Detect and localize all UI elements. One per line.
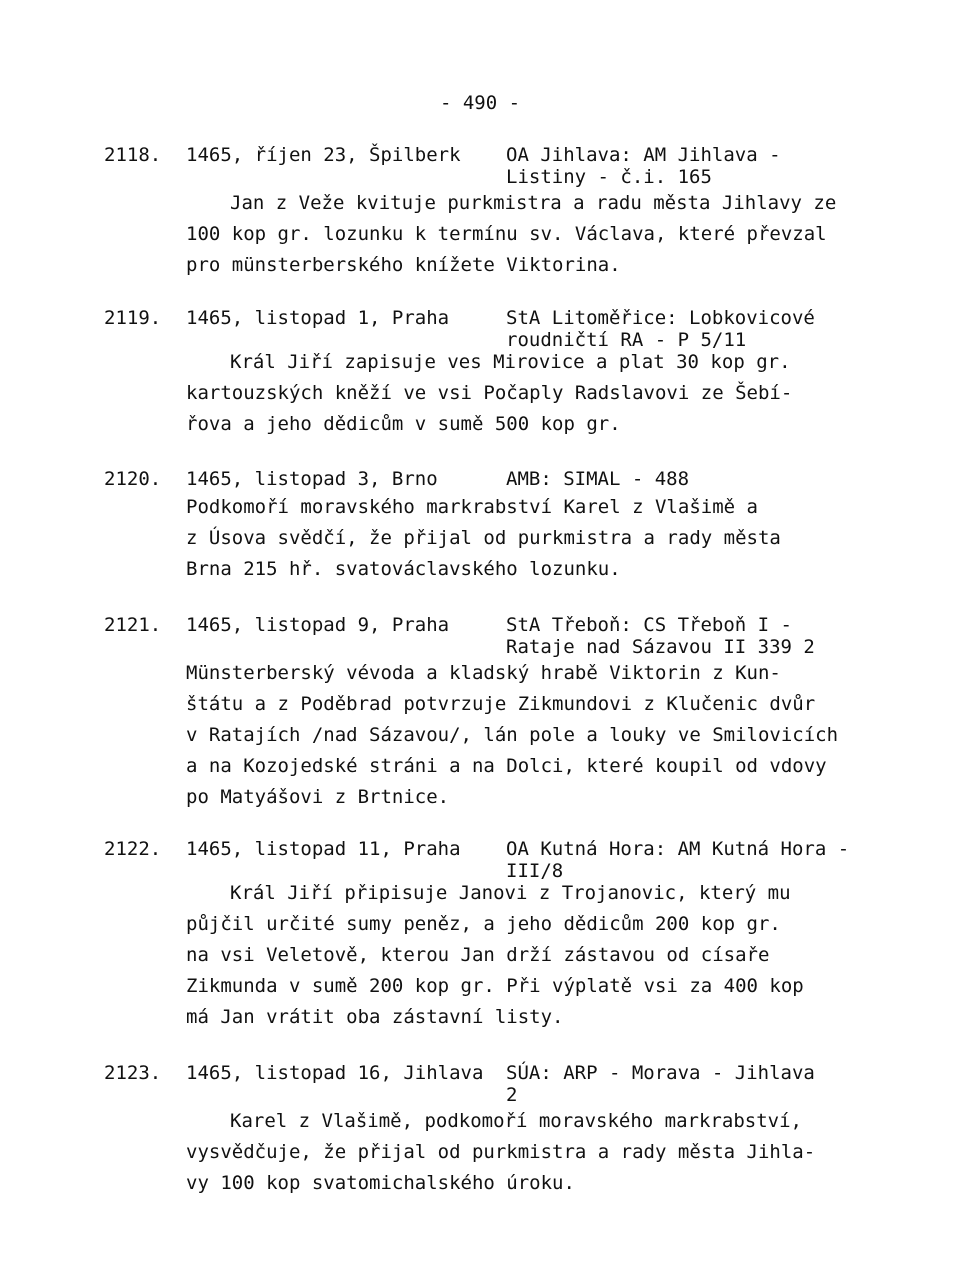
text-line: 100 kop gr. lozunku k termínu sv. Václava, které převzal — [186, 223, 827, 245]
source-line: StA Litoměřice: Lobkovicové — [506, 307, 815, 329]
entry-text — [186, 492, 886, 585]
entry-text — [186, 878, 886, 1033]
text-line: kartouzských kněží ve vsi Počaply Radslavovi ze Šebí- — [186, 382, 793, 404]
text-line: z Úsova svědčí, že přijal od purkmistra a rady města — [186, 527, 781, 549]
entry-number: 2120. — [104, 468, 162, 490]
text-line: řova a jeho dědicům v sumě 500 kop gr. — [186, 413, 621, 435]
text-line: Zikmunda v sumě 200 kop gr. Při výplatě vsi za 400 kop — [186, 975, 804, 997]
text-line: Král Jiří připisuje Janovi z Trojanovic, který mu — [230, 882, 791, 904]
page-number: - 490 - — [439, 92, 521, 114]
entry-date-place: 1465, listopad 1, Praha — [186, 307, 450, 329]
text-line: a na Kozojedské stráni a na Dolci, které koupil od vdovy — [186, 755, 827, 777]
entry-source — [506, 144, 781, 188]
text-line: má Jan vrátit oba zástavní listy. — [186, 1006, 564, 1028]
source-line: III/8 — [506, 860, 564, 882]
entry-source — [506, 1062, 815, 1106]
entry-number: 2119. — [104, 307, 162, 329]
entry-text — [186, 188, 886, 281]
source-line: StA Třeboň: CS Třeboň I - — [506, 614, 792, 636]
entry-source — [506, 838, 849, 882]
source-line: SÚA: ARP - Morava - Jihlava — [506, 1062, 815, 1084]
source-line: 2 — [506, 1084, 518, 1106]
text-line: vy 100 kop svatomichalského úroku. — [186, 1172, 575, 1194]
text-line: Král Jiří zapisuje ves Mirovice a plat 30 kop gr. — [230, 351, 791, 373]
entry-date-place: 1465, říjen 23, Špilberk — [186, 144, 461, 166]
text-line: Jan z Veže kvituje purkmistra a radu města Jihlavy ze — [230, 192, 837, 214]
text-line: Podkomoří moravského markrabství Karel z Vlašimě a — [186, 496, 758, 518]
text-line: půjčil určité sumy peněz, a jeho dědicům 200 kop gr. — [186, 913, 781, 935]
entry-number: 2121. — [104, 614, 162, 636]
text-line: Münsterberský vévoda a kladský hrabě Viktorin z Kun- — [186, 662, 781, 684]
text-line: vysvědčuje, že přijal od purkmistra a rady města Jihla- — [186, 1141, 816, 1163]
source-line: AMB: SIMAL - 488 — [506, 468, 690, 490]
entry-date-place: 1465, listopad 16, Jihlava — [186, 1062, 484, 1084]
entry-number: 2118. — [104, 144, 162, 166]
text-line: po Matyášovi z Brtnice. — [186, 786, 450, 808]
entry-source — [506, 614, 815, 658]
source-line: roudničtí RA - P 5/11 — [506, 329, 747, 351]
text-line: na vsi Veletově, kterou Jan drží zástavou od císaře — [186, 944, 770, 966]
entry-source — [506, 307, 815, 351]
source-line: Rataje nad Sázavou II 339 2 — [506, 636, 815, 658]
source-line: Listiny - č.i. 165 — [506, 166, 712, 188]
text-line: štátu a z Poděbrad potvrzuje Zikmundovi z Klučenic dvůr — [186, 693, 816, 715]
source-line: OA Jihlava: AM Jihlava - — [506, 144, 781, 166]
entry-date-place: 1465, listopad 3, Brno — [186, 468, 438, 490]
entry-date-place: 1465, listopad 9, Praha — [186, 614, 450, 636]
entry-text — [186, 347, 886, 440]
text-line: pro münsterberského knížete Viktorina. — [186, 254, 621, 276]
text-line: Karel z Vlašimě, podkomoří moravského markrabství, — [230, 1110, 802, 1132]
text-line: Brna 215 hř. svatováclavského lozunku. — [186, 558, 621, 580]
entry-number: 2123. — [104, 1062, 162, 1084]
text-line: v Ratajích /nad Sázavou/, lán pole a louky ve Smilovicích — [186, 724, 839, 746]
entry-date-place: 1465, listopad 11, Praha — [186, 838, 461, 860]
source-line: OA Kutná Hora: AM Kutná Hora - — [506, 838, 850, 860]
entry-text — [186, 658, 886, 813]
entry-text — [186, 1106, 886, 1199]
entry-number: 2122. — [104, 838, 162, 860]
entry-source — [506, 468, 689, 490]
